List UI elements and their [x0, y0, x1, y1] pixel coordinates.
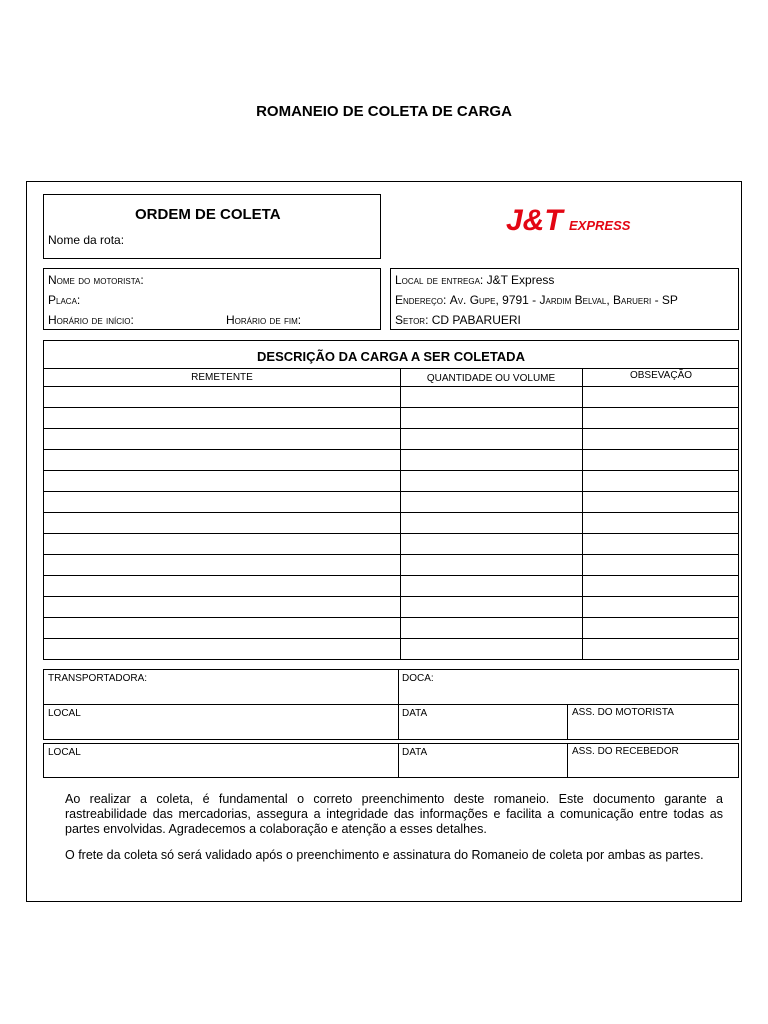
carga-title: DESCRIÇÃO DA CARGA A SER COLETADA: [257, 349, 525, 364]
table-row: [44, 512, 738, 513]
entrega-box: [390, 268, 739, 330]
table-divider: [44, 368, 738, 369]
local-entrega-label: Local de entrega:: [395, 273, 484, 287]
carga-table: [43, 340, 739, 660]
box-divider: [398, 670, 399, 739]
data-label: DATA: [402, 747, 428, 758]
table-row: [44, 533, 738, 534]
logo-brand: J&T: [506, 204, 563, 237]
table-row: [44, 470, 738, 471]
ass-recebedor-label: ASS. DO RECEBEDOR: [572, 746, 679, 757]
notes-validation: O frete da coleta só será validado após o preenchimento e assinatura do Romaneio de coleta por ambas as partes.: [65, 848, 704, 862]
table-row: [44, 449, 738, 450]
box-divider: [567, 704, 568, 739]
motorista-box: [43, 268, 381, 330]
endereco-label: Endereço:: [395, 293, 447, 307]
ordem-de-coleta-box: [43, 194, 381, 259]
setor-label: Setor:: [395, 313, 429, 327]
table-row: [44, 638, 738, 639]
recebedor-box: [43, 743, 739, 778]
document-title: ROMANEIO DE COLETA DE CARGA: [256, 103, 512, 120]
column-header-remetente: REMETENTE: [191, 372, 253, 383]
box-divider: [567, 744, 568, 777]
ass-motorista-label: ASS. DO MOTORISTA: [572, 707, 674, 718]
box-divider: [398, 744, 399, 777]
setor-value: CD PABARUERI: [431, 313, 521, 327]
local-label: LOCAL: [48, 708, 81, 719]
table-row: [44, 617, 738, 618]
box-divider: [44, 704, 738, 705]
column-header-observacao: OBSEVAÇÃO: [629, 370, 693, 381]
logo-suffix: EXPRESS: [569, 218, 631, 233]
table-row: [44, 386, 738, 387]
local-entrega-line: [395, 273, 554, 287]
horario-fim-label: Horário de fim:: [226, 313, 302, 327]
table-row: [44, 428, 738, 429]
endereco-line: [395, 293, 678, 307]
table-row: [44, 554, 738, 555]
local-label: LOCAL: [48, 747, 81, 758]
table-row: [44, 491, 738, 492]
endereco-value: Av. Gupe, 9791 - Jardim Belval, Barueri - SP: [449, 293, 678, 307]
table-row: [44, 596, 738, 597]
column-divider: [400, 368, 401, 659]
table-row: [44, 575, 738, 576]
transportadora-box: [43, 669, 739, 740]
column-header-quantidade: QUANTIDADE OU VOLUME: [426, 373, 556, 384]
notes-paragraph: Ao realizar a coleta, é fundamental o correto preenchimento deste romaneio. Este documento garante a rastreabilidade das mercadorias, assegura a integridade das informações e facilita a comunicação entre todas as partes envolvidas. Agradecemos a colaboração e atenção a esses detalhes.: [65, 792, 723, 836]
transportadora-label: TRANSPORTADORA:: [48, 673, 148, 684]
column-divider: [582, 368, 583, 659]
rota-label: Nome da rota:: [48, 233, 125, 247]
setor-line: [395, 313, 521, 327]
table-row: [44, 407, 738, 408]
jt-express-logo: [502, 194, 632, 242]
placa-label: Placa:: [48, 293, 81, 307]
data-label: DATA: [402, 708, 428, 719]
doca-label: DOCA:: [402, 673, 434, 684]
ordem-title: ORDEM DE COLETA: [135, 206, 281, 223]
local-entrega-value: J&T Express: [486, 273, 555, 287]
horario-inicio-label: Horário de início:: [48, 313, 134, 327]
motorista-nome-label: Nome do motorista:: [48, 273, 144, 287]
logo-graphic: [502, 194, 632, 242]
